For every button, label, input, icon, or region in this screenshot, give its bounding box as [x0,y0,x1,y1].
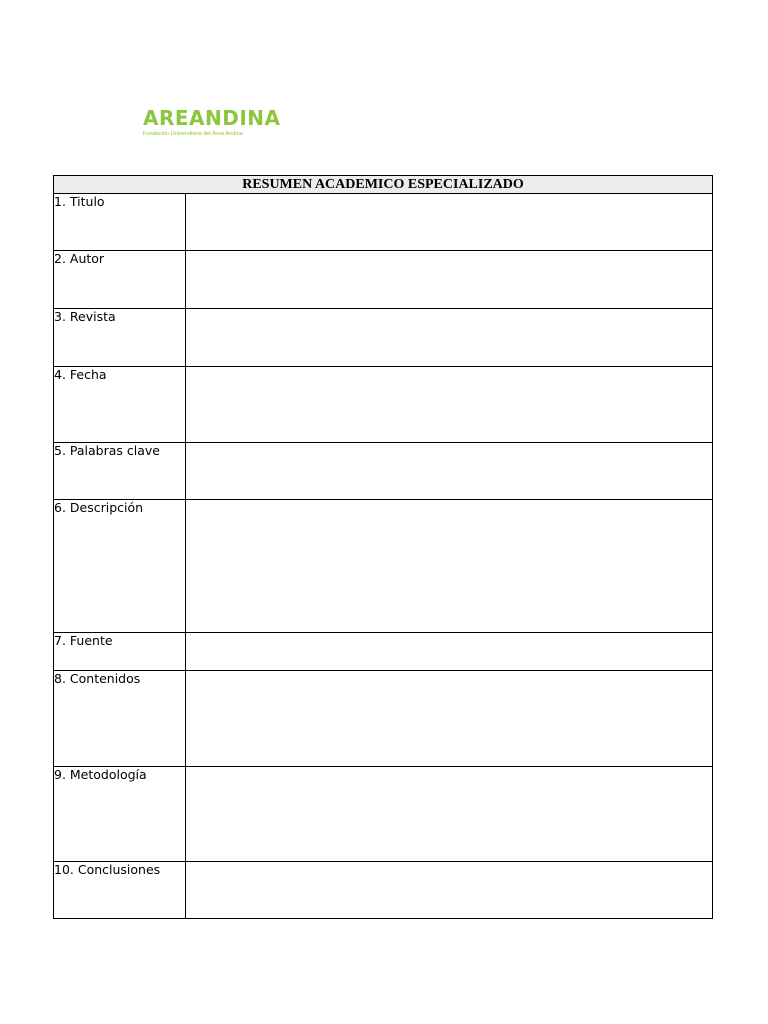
form-row-conclusiones [54,862,713,919]
field-label-palabras-clave: 5. Palabras clave [54,443,186,500]
field-label-titulo: 1. Titulo [54,194,186,251]
field-value-revista[interactable] [186,309,713,367]
form-row-descripcion [54,500,713,633]
field-label-conclusiones: 10. Conclusiones [54,862,186,919]
field-label-descripcion: 6. Descripción [54,500,186,633]
logo-wordmark: AREANDINA [143,106,281,130]
summary-form-table [53,175,713,919]
field-value-descripcion[interactable] [186,500,713,633]
field-value-fuente[interactable] [186,633,713,671]
form-row-titulo [54,194,713,251]
form-header-row [54,176,713,194]
form-title: RESUMEN ACADEMICO ESPECIALIZADO [54,176,713,194]
field-label-contenidos: 8. Contenidos [54,671,186,767]
field-value-titulo[interactable] [186,194,713,251]
form-row-revista [54,309,713,367]
areandina-logo [143,106,283,142]
field-value-contenidos[interactable] [186,671,713,767]
form-row-palabras-clave [54,443,713,500]
field-value-metodologia[interactable] [186,767,713,862]
field-value-palabras-clave[interactable] [186,443,713,500]
field-label-fecha: 4. Fecha [54,367,186,443]
field-value-autor[interactable] [186,251,713,309]
form-row-autor [54,251,713,309]
form-row-fuente [54,633,713,671]
field-label-fuente: 7. Fuente [54,633,186,671]
form-row-metodologia [54,767,713,862]
field-value-conclusiones[interactable] [186,862,713,919]
logo-tagline: Fundación Universitaria del Área Andina [143,131,243,137]
field-value-fecha[interactable] [186,367,713,443]
field-label-revista: 3. Revista [54,309,186,367]
form-row-fecha [54,367,713,443]
form-row-contenidos [54,671,713,767]
field-label-autor: 2. Autor [54,251,186,309]
field-label-metodologia: 9. Metodología [54,767,186,862]
